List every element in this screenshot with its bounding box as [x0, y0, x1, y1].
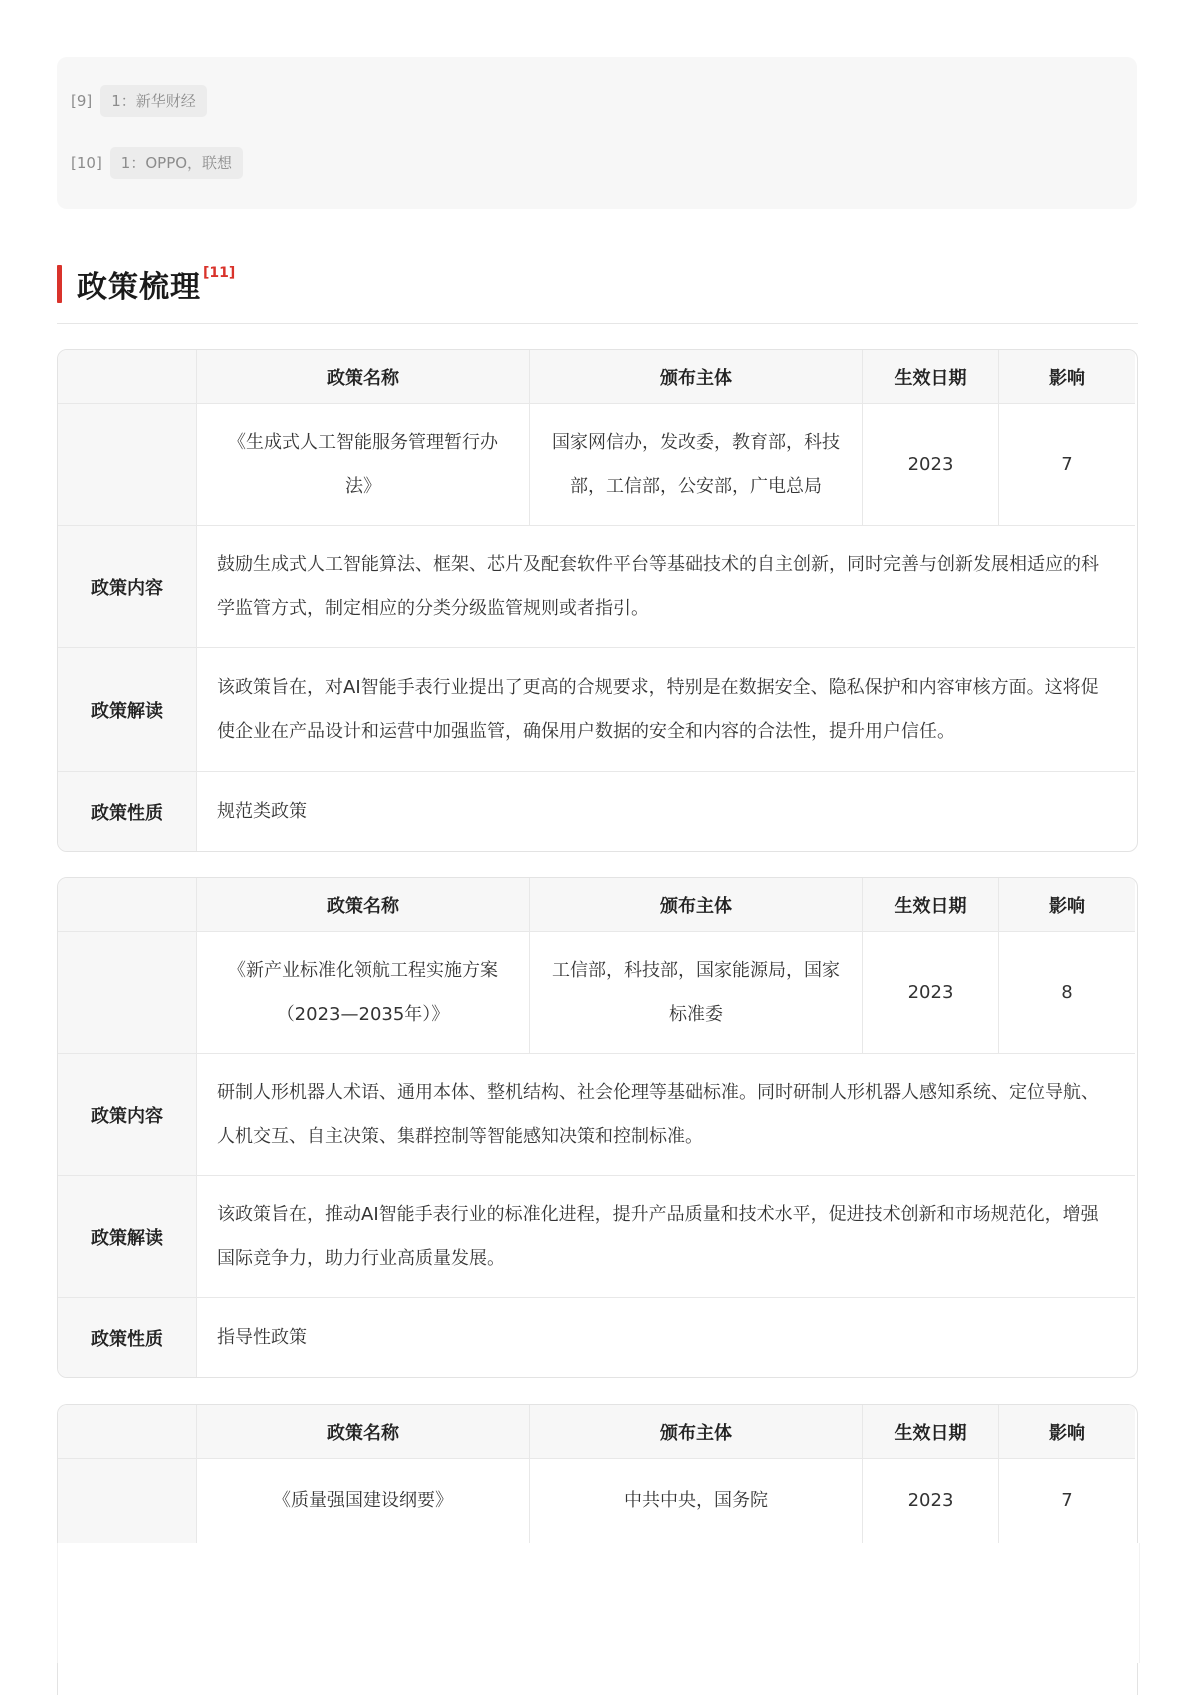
reference-tag[interactable]: 1：OPPO，联想: [110, 147, 243, 179]
policy-nature: 指导性政策: [196, 1298, 1135, 1377]
header-issuer: 颁布主体: [529, 350, 862, 404]
header-effective-date: 生效日期: [862, 878, 998, 932]
header-effective-date: 生效日期: [862, 1405, 998, 1459]
header-issuer: 颁布主体: [529, 1405, 862, 1459]
policy-issuer: 工信部，科技部，国家能源局，国家标准委: [529, 932, 862, 1054]
section-ref-link[interactable]: [11]: [203, 265, 236, 281]
row-gutter: [58, 1459, 196, 1543]
header-policy-name: 政策名称: [196, 350, 529, 404]
reference-list: [57, 57, 1137, 209]
reference-index: [10]: [71, 154, 102, 172]
header-effective-date: 生效日期: [862, 350, 998, 404]
header-gutter: [58, 350, 196, 404]
label-policy-content: 政策内容: [58, 526, 196, 648]
row-gutter: [58, 404, 196, 526]
policy-interpretation: 该政策旨在，推动AI智能手表行业的标准化进程，提升产品质量和技术水平，促进技术创新和市场规范化，增强国际竞争力，助力行业高质量发展。: [196, 1176, 1135, 1298]
label-policy-nature: 政策性质: [58, 1298, 196, 1377]
policy-impact: 8: [998, 932, 1135, 1054]
header-gutter: [58, 878, 196, 932]
policy-date: 2023: [862, 932, 998, 1054]
policy-issuer: 中共中央，国务院: [529, 1459, 862, 1543]
row-gutter: [58, 932, 196, 1054]
policy-nature: 规范类政策: [196, 772, 1135, 851]
reference-index: [9]: [71, 92, 93, 110]
section-heading: [57, 264, 235, 304]
label-policy-nature: 政策性质: [58, 772, 196, 851]
header-impact: 影响: [998, 1405, 1135, 1459]
policy-impact: 7: [998, 1459, 1135, 1543]
header-issuer: 颁布主体: [529, 878, 862, 932]
policy-content: 鼓励生成式人工智能算法、框架、芯片及配套软件平台等基础技术的自主创新，同时完善与创新发展相适应的科学监管方式，制定相应的分类分级监管规则或者指引。: [196, 526, 1135, 648]
header-policy-name: 政策名称: [196, 1405, 529, 1459]
content-cutoff: [57, 1543, 1140, 1663]
reference-tag[interactable]: 1：新华财经: [100, 85, 207, 117]
policy-date: 2023: [862, 1459, 998, 1543]
policy-card: [57, 877, 1138, 1378]
label-policy-content: 政策内容: [58, 1054, 196, 1176]
reference-item: [71, 148, 243, 178]
header-impact: 影响: [998, 350, 1135, 404]
header-gutter: [58, 1405, 196, 1459]
policy-name: 《生成式人工智能服务管理暂行办法》: [196, 404, 529, 526]
policy-impact: 7: [998, 404, 1135, 526]
label-policy-interpretation: 政策解读: [58, 648, 196, 772]
policy-interpretation: 该政策旨在，对AI智能手表行业提出了更高的合规要求，特别是在数据安全、隐私保护和内容审核方面。这将促使企业在产品设计和运营中加强监管，确保用户数据的安全和内容的合法性，提升用户信任。: [196, 648, 1135, 772]
header-impact: 影响: [998, 878, 1135, 932]
policy-date: 2023: [862, 404, 998, 526]
policy-name: 《质量强国建设纲要》: [196, 1459, 529, 1543]
reference-item: [71, 86, 207, 116]
policy-name: 《新产业标准化领航工程实施方案（2023—2035年）》: [196, 932, 529, 1054]
label-policy-interpretation: 政策解读: [58, 1176, 196, 1298]
heading-accent-bar: [57, 265, 62, 303]
policy-content: 研制人形机器人术语、通用本体、整机结构、社会伦理等基础标准。同时研制人形机器人感知系统、定位导航、人机交互、自主决策、集群控制等智能感知决策和控制标准。: [196, 1054, 1135, 1176]
policy-card: [57, 349, 1138, 852]
header-policy-name: 政策名称: [196, 878, 529, 932]
section-divider: [57, 323, 1138, 324]
policy-issuer: 国家网信办，发改委，教育部，科技部，工信部，公安部，广电总局: [529, 404, 862, 526]
section-title: 政策梳理: [77, 270, 201, 305]
